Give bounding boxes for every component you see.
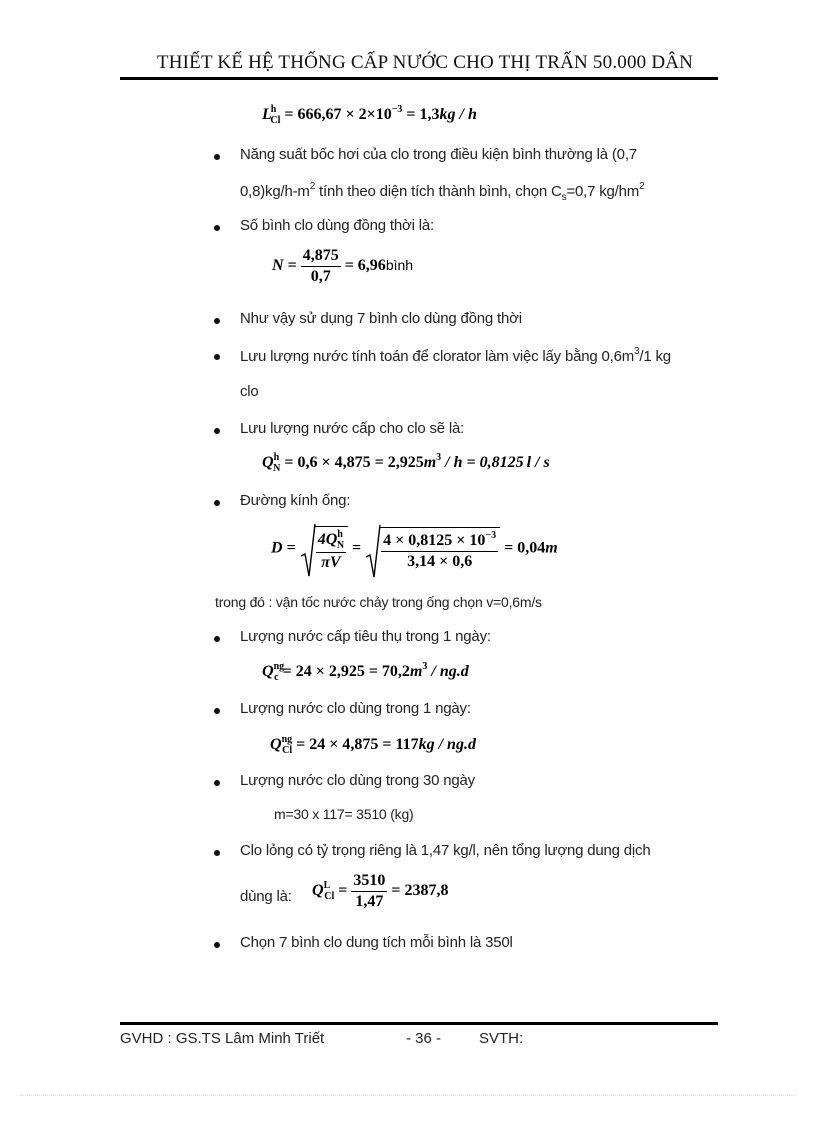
equation-daily-chlorine: $Q^{ng}_{Cl} = 24 \times 4,875 = 117kg / ng.d$ (270, 734, 476, 756)
bullet (214, 318, 220, 324)
equation-chlorine-consumption: $L^h_{Cl} = 666,67 \times 2\times 10^{-3} = 1,3kg / h$ (262, 104, 477, 126)
bullet (214, 708, 220, 714)
equation-cylinder-count: N = $\frac{4,875}{0,7}$ = 6,96bình (272, 247, 414, 285)
footer-rule (120, 1022, 718, 1025)
bullet (214, 942, 220, 948)
bullet (214, 850, 220, 856)
page-header-title: THIẾT KẾ HỆ THỐNG CẤP NƯỚC CHO THỊ TRẤN 50.000 DÂN (156, 52, 694, 73)
bullet (214, 780, 220, 786)
paragraph-select-cylinders: Chọn 7 bình clo dung tích mỗi bình là 350l (240, 934, 513, 951)
paragraph-cylinder-count: Số bình clo dùng đồng thời là: (240, 217, 434, 234)
bullet (214, 154, 220, 160)
bullet (214, 225, 220, 231)
paragraph-clorator-flow-line1: Lưu lượng nước tính toán để clorator làm việc lấy bằng $0,6m^3/1$ kg (240, 346, 671, 365)
bullet (214, 636, 220, 642)
bullet (214, 428, 220, 434)
paragraph-evaporation-line2: $0,8)kg/h-m^2$ tính theo diện tích thành bình, chọn $C_s=0,7$ $kg/hm^2$ (240, 181, 645, 203)
paragraph-evaporation-line1: Năng suất bốc hơi của clo trong điều kiện bình thường là (0,7 (240, 146, 637, 163)
bullet (214, 500, 220, 506)
equation-daily-water: $Q^{ng}_c = 24 \times 2,925 = 70,2m^3 / ng.d$ (262, 661, 469, 683)
note-velocity: trong đó : vận tốc nước chảy trong ống chọn v=0,6m/s (215, 594, 542, 610)
paragraph-water-supply-for-chlorine: Lưu lượng nước cấp cho clo sẽ là: (240, 420, 465, 437)
paragraph-daily-water-consumption: Lượng nước cấp tiêu thụ trong 1 ngày: (240, 628, 491, 645)
paragraph-pipe-diameter: Đường kính ống: (240, 492, 351, 509)
page-bottom-edge (20, 1095, 796, 1096)
paragraph-liquid-chlorine-line2: dùng là: (240, 888, 292, 905)
paragraph-use-7-cylinders: Như vậy sử dụng 7 bình clo dùng đồng thời (240, 310, 522, 327)
footer-student: SVTH: (479, 1030, 524, 1047)
sqrt-symbol: $\frac{4 \times 0,8125 \times 10^{-3}}{3,14 \times 0,6}$ (365, 527, 500, 571)
paragraph-liquid-chlorine-line1: Clo lỏng có tỷ trọng riêng là 1,47 kg/l, nên tổng lượng dung dịch (240, 842, 651, 859)
calculation-30-day: m=30 x 117= 3510 (kg) (274, 806, 414, 822)
footer-page-number: - 36 - (406, 1030, 442, 1047)
sqrt-symbol: $\frac{4Q^h_N}{\pi V}$ (300, 526, 348, 572)
paragraph-clorator-flow-line2: clo (240, 383, 259, 400)
equation-total-solution: $Q^L_{Cl}$ = $\frac{3510}{1,47}$ = 2387,8 (312, 872, 449, 910)
header-rule (120, 77, 718, 80)
bullet (214, 354, 220, 360)
equation-pipe-diameter: D = $\frac{4Q^h_N}{\pi V}$ = $\frac{4 \times 0,8125 \times 10^{-3}}{3,14 \times 0,6}$ = 0,04m (271, 526, 558, 572)
paragraph-30-day-chlorine: Lượng nước clo dùng trong 30 ngày (240, 772, 475, 789)
paragraph-daily-chlorine: Lượng nước clo dùng trong 1 ngày: (240, 700, 471, 717)
equation-water-flow: $Q^h_N = 0,6 \times 4,875 = 2,925m^3 / h = 0,8125$ l / s (262, 452, 550, 474)
footer-supervisor: GVHD : GS.TS Lâm Minh Triết (120, 1030, 325, 1047)
